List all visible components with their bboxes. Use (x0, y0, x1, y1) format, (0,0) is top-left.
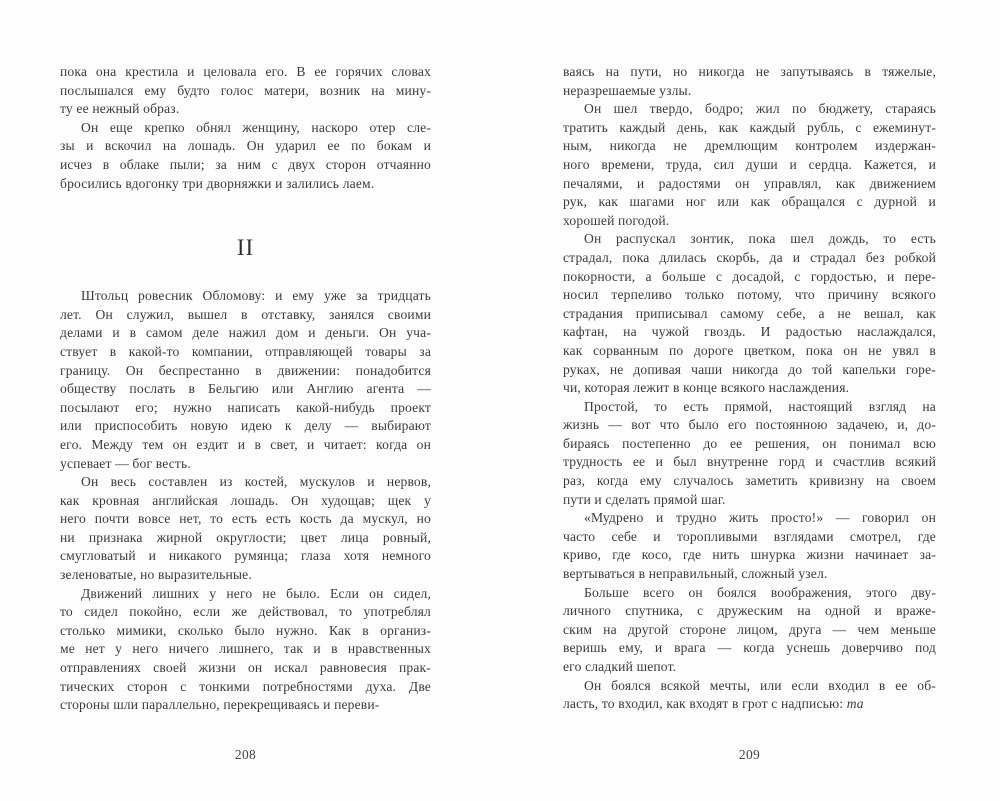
text-line: чи, которая лежит в конце всякого наслаждения. (563, 380, 850, 396)
text-line: страдал, пока длилась скорбь, да и страдал без робкой (563, 249, 936, 265)
text-line: Он шел твердо, бодро; жил по бюджету, стараясь (584, 101, 936, 117)
page-number: 209 (738, 747, 761, 762)
text-line: зы и вскочил на лошадь. Он ударил ее по бокам и (60, 138, 431, 154)
chapter-heading: II (236, 235, 255, 261)
text-line: столько мимики, сколько было нужно. Как в организ- (60, 622, 431, 638)
text-line: или приспособить новую идею к делу — выбирают (60, 418, 431, 434)
text-line: ским на другой стороне лицом, друга — чем меньше (563, 621, 936, 637)
text-line: ласть, то входил, как входят в грот с надписью: ma (563, 696, 864, 712)
text-line: ту ее нежный образ. (60, 101, 180, 117)
paragraph (563, 509, 936, 583)
text-line: как сорванным по дороге цветком, пока он не увял в (563, 342, 936, 358)
text-line: Движений лишних у него не было. Если он сидел, (81, 585, 431, 601)
text-line: ме нет у него ничего лишнего, так и в нравственных (60, 641, 431, 657)
text-line: ваясь на пути, но никогда не запутываясь в тяжелые, (563, 64, 936, 79)
text-line: раз, когда ему случалось заметить кривизну на своем (563, 473, 936, 489)
text-line: зеленоватые, но выразительные. (60, 567, 252, 583)
text-line: него почти вовсе нет, то есть есть кость да мускул, но (60, 511, 431, 527)
paragraph (563, 677, 936, 714)
paragraph (563, 63, 936, 100)
italic-word: ma (846, 696, 864, 712)
right-page (563, 63, 936, 714)
paragraph (563, 584, 936, 677)
text-line: жизнь — вот что было его постоянною задачею, и, до- (563, 417, 936, 433)
text-line: послышался ему будто голос матери, возник на мину- (60, 82, 431, 98)
text-line: успевает — бог весть. (60, 455, 191, 471)
page-number: 208 (234, 747, 257, 762)
text-line: Он весь составлен из костей, мускулов и нервов, (81, 474, 431, 490)
text-line: кафтан, на чужой гвоздь. И радостью наслаждался, (563, 324, 936, 340)
text-line: его сладкий шепот. (563, 659, 677, 674)
text-line: тических сторон с тонкими потребностями духа. Две (60, 678, 431, 694)
text-line: страдания приписывал самому себе, а не вешал, как (563, 305, 936, 321)
text-line: то сидел покойно, если же действовал, то употреблял (60, 604, 431, 620)
text-line: его. Между тем он ездит и в свет, и читает: когда он (60, 436, 431, 452)
text-line: Простой, то есть прямой, настоящий взгляд на (584, 398, 936, 414)
text-line: хорошей погодой. (563, 212, 670, 228)
text-line: делами и в самом деле нажил дом и деньги. Он уча- (60, 325, 431, 341)
text-line: Он боялся всякой мечты, или если входил в ее об- (584, 677, 936, 693)
text-line: обществу послать в Бельгию или Англию агента — (60, 381, 431, 397)
text-line: носил терпеливо только потому, что причину всякого (563, 287, 936, 303)
text-line: вертываться в неправильный, сложный узел. (563, 566, 828, 582)
text-line: бросились вдогонку три дворняжки и залились лаем. (60, 175, 375, 191)
paragraph (60, 63, 431, 119)
text-line: рук, как шагами ног или как обращался с дурной и (563, 194, 936, 210)
text-line: Он распускал зонтик, пока шел дождь, то есть (584, 231, 936, 247)
text-line: ным, никогда не дремлющим контролем издержан- (563, 138, 936, 154)
text-line: смугловатый и никакого румянца; глаза хотя немного (60, 548, 431, 564)
text-line: тратить каждый день, как каждый рубль, с ежеминут- (563, 119, 936, 135)
text-line: пути и сделать прямой шаг. (563, 491, 726, 507)
text-line: покорности, а больше с досадой, с гордостью, и пере- (563, 268, 936, 284)
text-line: часто себе и торопливыми взглядами смотрел, где (563, 528, 936, 544)
text-line: лет. Он служил, вышел в отставку, занялся своими (60, 306, 431, 322)
text-line: ни признака жирной округлости; цвет лица ровный, (60, 529, 431, 545)
text-line: Штольц ровесник Обломову: и ему уже за тридцать (81, 288, 431, 304)
paragraph (60, 287, 431, 473)
paragraph (60, 585, 431, 715)
text-line: бираясь постепенно до ее решения, он понимал всю (563, 435, 936, 451)
left-page (60, 63, 431, 715)
text-line: посылают его; нужно написать какой-нибудь проект (60, 399, 431, 415)
text-line: веришь ему, и врага — когда уснешь доверчиво под (563, 640, 936, 656)
text-line: Больше всего он боялся воображения, этого дву- (584, 584, 936, 600)
text-line: стороны шли параллельно, перекрещиваясь и переви- (60, 697, 380, 713)
text-line: Он еще крепко обнял женщину, наскоро отер сле- (81, 119, 431, 135)
paragraph (60, 473, 431, 585)
text-line: отправлениях своей жизни он искал равновесия прак- (60, 660, 431, 676)
text-line: границу. Он беспрестанно в движении: понадобится (60, 362, 431, 378)
paragraph (60, 119, 431, 193)
text-line: «Мудрено и трудно жить просто!» — говорил он (584, 510, 936, 526)
text-line: криво, где косо, где нить шнурка жизни начинает за- (563, 547, 936, 563)
text-line: пока она крестила и целовала его. В ее горячих словах (60, 64, 431, 79)
text-line: руках, не допивая чаши никогда до той капельки горе- (563, 361, 936, 377)
paragraph (563, 230, 936, 397)
text-line: неразрешаемые узлы. (563, 82, 692, 98)
paragraph (563, 398, 936, 510)
text-line: личного спутника, с дружеским на одной и враже- (563, 603, 936, 619)
text-line: трудность ее и был внутренне горд и счастлив всякий (563, 454, 936, 470)
text-line: печалями, и радостями он управлял, как движением (563, 175, 936, 191)
text-line: ного времени, труда, сил души и сердца. Кажется, и (563, 156, 936, 172)
text-line: исчез в облаке пыли; за ним с двух сторон отчаянно (60, 156, 431, 172)
text-line: как кровная английская лошадь. Он худощав; щек у (60, 492, 431, 508)
paragraph (563, 100, 936, 230)
text-line: ствует в какой-то компании, отправляющей товары за (60, 343, 431, 359)
